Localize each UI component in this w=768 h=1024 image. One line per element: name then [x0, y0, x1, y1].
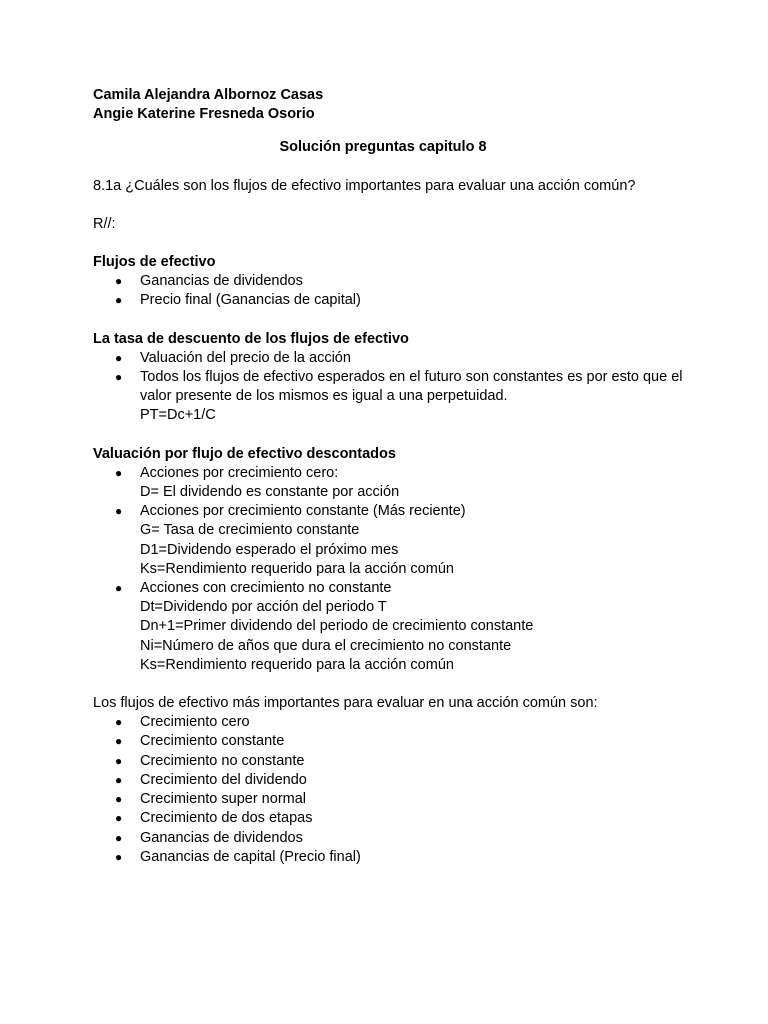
list-item: [93, 752, 713, 771]
list-item: [93, 790, 713, 809]
bullet-icon: ●: [115, 293, 123, 308]
list-item-text: Acciones con crecimiento no constante: [140, 580, 392, 597]
bullet-list: [93, 464, 713, 675]
definition-line: Dt=Dividendo por acción del periodo T: [140, 599, 387, 616]
section-heading: Flujos de efectivo: [93, 254, 216, 271]
bullet-icon: ●: [115, 792, 123, 807]
author-name: Angie Katerine Fresneda Osorio: [93, 106, 315, 123]
bullet-icon: ●: [115, 581, 123, 596]
definition-line: G= Tasa de crecimiento constante: [140, 522, 360, 539]
list-item: [93, 732, 713, 751]
list-item-text: Acciones por crecimiento constante (Más reciente): [140, 503, 466, 520]
section-heading: La tasa de descuento de los flujos de efectivo: [93, 330, 409, 347]
bullet-list: [93, 272, 713, 310]
list-item: [93, 713, 713, 732]
bullet-icon: ●: [115, 274, 123, 289]
bullet-icon: ●: [115, 811, 123, 826]
document-title: Solución preguntas capitulo 8: [279, 139, 487, 156]
bullet-icon: ●: [115, 465, 123, 480]
list-item-text: Crecimiento cero: [140, 714, 250, 731]
bullet-icon: ●: [115, 772, 123, 787]
list-item: [93, 368, 713, 426]
answer-label: R//:: [93, 215, 116, 232]
definition-line: D1=Dividendo esperado el próximo mes: [140, 541, 399, 558]
question-text: 8.1a ¿Cuáles son los flujos de efectivo importantes para evaluar una acción común?: [93, 177, 636, 194]
list-item: [93, 291, 713, 310]
final-bullet-list: [93, 713, 713, 867]
list-item-text: Valuación del precio de la acción: [140, 349, 351, 366]
list-item: [93, 579, 713, 675]
bullet-list: [93, 349, 713, 426]
bullet-icon: ●: [115, 830, 123, 845]
definition-line: Dn+1=Primer dividendo del periodo de crecimiento constante: [140, 618, 534, 635]
list-item: [93, 349, 713, 368]
list-item: [93, 848, 713, 867]
list-item-text: Ganancias de capital (Precio final): [140, 848, 361, 865]
formula-line: PT=Dc+1/C: [140, 407, 216, 424]
section-heading: Valuación por flujo de efectivo descontados: [93, 445, 396, 462]
document-page: [93, 86, 713, 867]
bullet-icon: ●: [115, 734, 123, 749]
list-item-text: Crecimiento super normal: [140, 791, 307, 808]
list-item-text: Ganancias de dividendos: [140, 273, 303, 290]
definition-line: D= El dividendo es constante por acción: [140, 484, 400, 501]
bullet-icon: ●: [115, 849, 123, 864]
list-item-text: Precio final (Ganancias de capital): [140, 292, 361, 309]
bullet-icon: ●: [115, 715, 123, 730]
list-item: [93, 829, 713, 848]
list-item: [93, 771, 713, 790]
list-item: [93, 272, 713, 291]
list-item-text: Crecimiento del dividendo: [140, 771, 307, 788]
list-item-text: Crecimiento constante: [140, 733, 285, 750]
author-name: Camila Alejandra Albornoz Casas: [93, 87, 324, 103]
bullet-icon: ●: [115, 504, 123, 519]
definition-line: Ks=Rendimiento requerido para la acción común: [140, 656, 454, 673]
bullet-icon: ●: [115, 350, 123, 365]
list-item-text: Crecimiento no constante: [140, 752, 305, 769]
list-item-text: Crecimiento de dos etapas: [140, 810, 313, 827]
list-item: [93, 809, 713, 828]
list-item: [93, 502, 713, 579]
authors-block: [93, 86, 713, 124]
list-item: [93, 464, 713, 502]
definition-line: Ni=Número de años que dura el crecimiento no constante: [140, 637, 512, 654]
closing-paragraph: Los flujos de efectivo más importantes para evaluar en una acción común son:: [93, 695, 598, 712]
bullet-icon: ●: [115, 370, 123, 385]
definition-line: Ks=Rendimiento requerido para la acción común: [140, 560, 454, 577]
list-item-text: Acciones por crecimiento cero:: [140, 464, 339, 481]
bullet-icon: ●: [115, 753, 123, 768]
list-item-text: Todos los flujos de efectivo esperados en el futuro son constantes es por esto que el valor presente de los mismos es igual a una perpetuidad.: [140, 369, 683, 405]
list-item-text: Ganancias de dividendos: [140, 829, 303, 846]
